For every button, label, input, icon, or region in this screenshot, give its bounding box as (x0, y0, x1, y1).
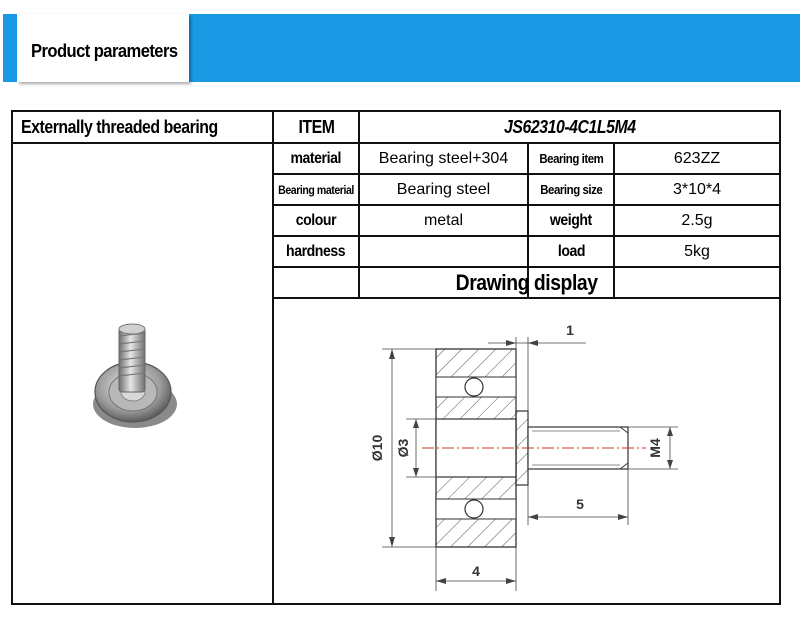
dim-thread-len: 5 (576, 496, 584, 512)
value-weight: 2.5g (681, 211, 713, 229)
value-bearing-material: Bearing steel (396, 180, 491, 198)
value-colour: metal (423, 211, 464, 229)
row3-value2 (615, 206, 779, 235)
item-value: JS62310-4C1L5M4 (503, 116, 636, 137)
product-name-cell (13, 112, 272, 142)
dim-width: 4 (472, 563, 480, 579)
label-hardness: hardness (286, 242, 346, 260)
row1-label1 (274, 144, 358, 173)
dim-inner-dia: Ø3 (395, 438, 411, 458)
drawing-title-cell (274, 268, 779, 297)
row3-label2 (529, 206, 613, 235)
bearing-drawing-svg (274, 299, 779, 603)
row1-value2 (615, 144, 779, 173)
label-bearing-size: Bearing size (539, 182, 603, 197)
parameters-table (11, 110, 781, 605)
label-weight: weight (550, 211, 592, 229)
label-colour: colour (295, 211, 337, 229)
label-material: material (290, 149, 342, 167)
page-title: Product parameters (31, 41, 178, 61)
dim-shoulder: 1 (566, 322, 574, 338)
item-value-cell (360, 112, 779, 142)
header-banner (3, 14, 800, 82)
item-label-cell (274, 112, 358, 142)
row4-value2 (615, 237, 779, 266)
row2-label1 (274, 175, 358, 204)
row4-label1 (274, 237, 358, 266)
header-tab (17, 14, 189, 82)
item-label: ITEM (297, 116, 335, 137)
label-bearing-item: Bearing item (538, 151, 604, 166)
row1-label2 (529, 144, 613, 173)
value-load: 5kg (684, 242, 710, 260)
row3-value1 (360, 206, 527, 235)
dim-thread: M4 (647, 438, 663, 458)
label-load: load (557, 242, 585, 260)
label-bearing-material: Bearing material (278, 182, 354, 197)
product-photo (73, 292, 213, 442)
value-material: Bearing steel+304 (378, 149, 509, 167)
bearing-photo-image (73, 292, 213, 442)
row2-value2 (615, 175, 779, 204)
row2-label2 (529, 175, 613, 204)
row3-label1 (274, 206, 358, 235)
row1-value1 (360, 144, 527, 173)
row2-value1 (360, 175, 527, 204)
technical-drawing (274, 299, 779, 603)
value-bearing-size: 3*10*4 (672, 180, 722, 198)
row4-label2 (529, 237, 613, 266)
value-bearing-item: 623ZZ (673, 149, 721, 167)
drawing-title: Drawing display (455, 269, 598, 295)
product-name: Externally threaded bearing (21, 116, 218, 137)
row4-value1 (360, 237, 527, 266)
dim-outer-dia: Ø10 (369, 434, 385, 462)
